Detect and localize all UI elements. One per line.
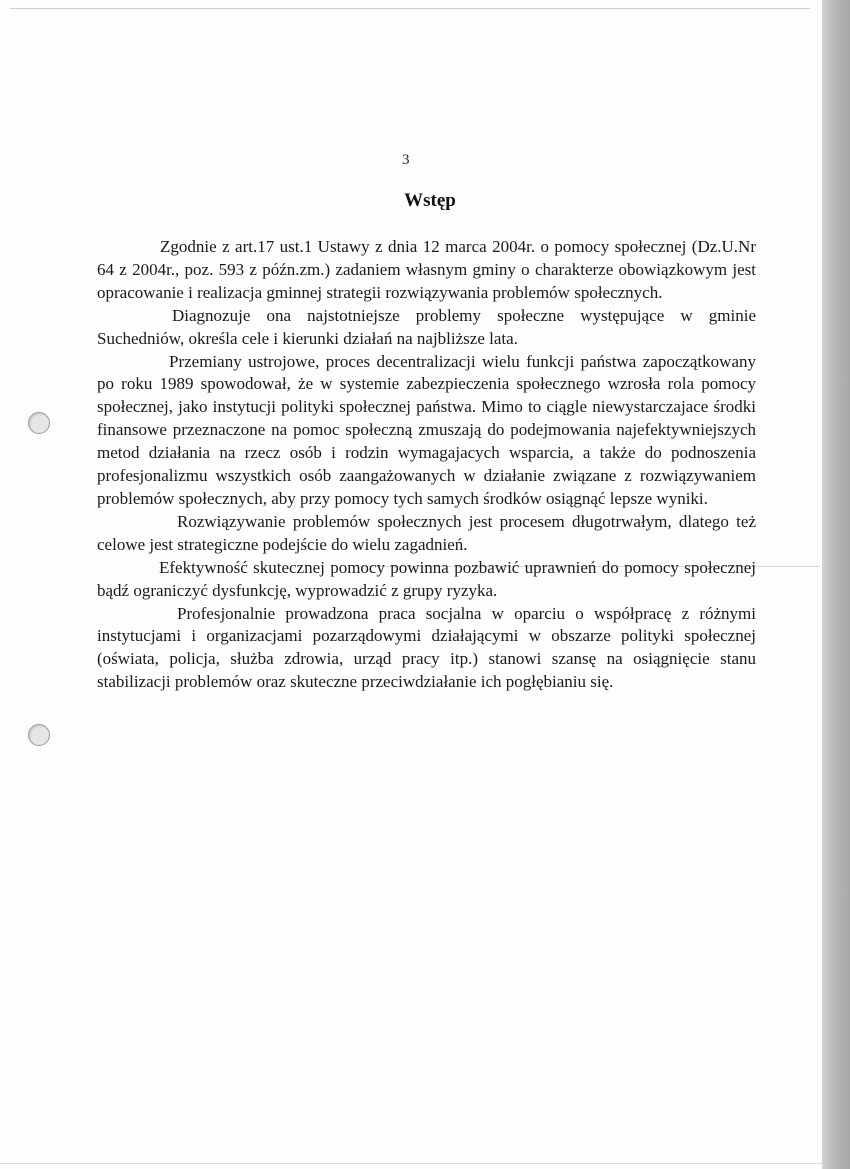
document-body [97,236,756,694]
paragraph: Zgodnie z art.17 ust.1 Ustawy z dnia 12 marca 2004r. o pomocy społecznej (Dz.U.Nr 64 z 2004r., poz. 593 z późn.zm.) zadaniem własnym gminy o charakterze obowiązkowym jest opracowanie i realizacja gminnej strategii rozwiązywania problemów społecznych. [97,237,756,302]
scan-edge-top [10,8,810,9]
punch-hole-lower [28,724,50,746]
paragraph: Diagnozuje ona najstotniejsze problemy społeczne występujące w gminie Suchedniów, określa cele i kierunki działań na najbliższe lata. [97,305,756,348]
scan-edge-right [822,0,850,1169]
page-number: 3 [402,152,410,168]
punch-hole-upper [28,412,50,434]
paragraph: Profesjonalnie prowadzona praca socjalna w oparciu o współpracę z różnymi instytucjami i organizacjami pozarządowymi działającymi w obszarze polityki społecznej (oświata, policja, służba zdrowia, urząd pracy itp.) stanowi szansę na osiągnięcie stanu stabilizacji problemów oraz skuteczne przeciwdziałanie ich pogłębianiu się. [97,603,756,692]
paragraph: Przemiany ustrojowe, proces decentralizacji wielu funkcji państwa zapoczątkowany po roku 1989 spowodował, że w systemie zabezpieczenia społecznego wzrosła rola pomocy społecznej, jako instytucji polityki społecznej państwa. Mimo to ciągle niewystarczajace środki finansowe przeznaczone na pomoc społeczną zmuszają do podejmowania najefektywniejszych metod działania na rzecz osób i rodzin wymagajacych wsparcia, a także do podnoszenia profesjonalizmu wszystkich osób zaangażowanych w działanie związane z rozwiązywaniem problemów społecznych, aby przy pomocy tych samych środków osiągnąć lepsze wyniki. [97,351,756,508]
paragraph: Rozwiązywanie problemów społecznych jest procesem długotrwałym, dlatego też celowe jest strategiczne podejście do wielu zagadnień. [97,511,756,554]
page-title: Wstęp [404,190,456,211]
paragraph: Efektywność skutecznej pomocy powinna pozbawić uprawnień do pomocy społecznej bądź ograniczyć dysfunkcję, wyprowadzić z grupy ryzyka. [97,557,756,600]
scan-edge-bottom [0,1163,822,1164]
